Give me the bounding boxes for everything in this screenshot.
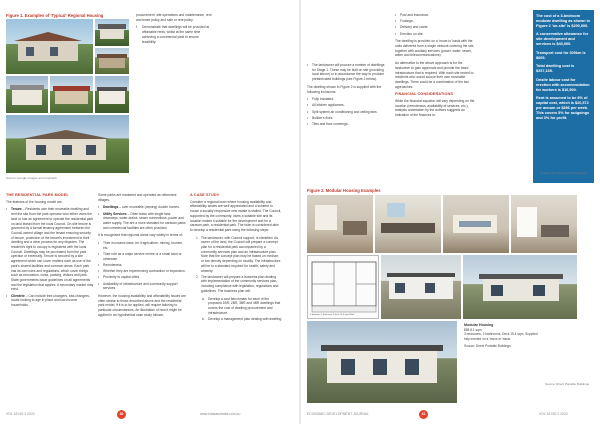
clientele-label: Clientele [11, 293, 25, 298]
left-column-2 [98, 193, 186, 320]
variation-item: • Their role as a major service centre or a small town or otherwise. [98, 252, 186, 261]
modular-exterior-photo-1 [381, 255, 461, 319]
page-number-right: 31 [419, 410, 428, 419]
sidebar-fact: Onsite labour cost for erection with accommodation for workers is $16,500. [536, 77, 590, 92]
figure1-title: Figure 1. Examples of 'Typical' Regional Housing [6, 13, 104, 18]
case-step [196, 236, 282, 274]
feature-label: Utility Services [103, 211, 127, 216]
inclusion-item: • Split system air conditioning and ceiling fans. [307, 110, 385, 115]
right-col-p1: The dwelling is provided on a 'move-in' basis with the units delivered from a single network covering the site, together with ancillary services (power, water, sewer, water and telecommunications). [395, 39, 475, 58]
case-substep-label: a. [202, 296, 205, 301]
house-photo-2 [95, 19, 129, 46]
feature-item [98, 205, 186, 210]
intro-text: The features of the housing model are: [6, 199, 63, 204]
modular-interior-photo-3 [443, 195, 509, 253]
section-heading-residential-park: THE RESIDENTIAL PARK MODEL [6, 193, 69, 197]
inclusions-intro: The dwelling shown in Figure 2 is supplied with the following inclusions: [307, 84, 382, 94]
inclusion-item: • Tiles and floor coverings. [307, 122, 385, 127]
regional-variation-list [98, 241, 186, 291]
variation-item: • Whether they are experiencing contraction or expansion. [98, 269, 186, 274]
item-f-text: Demonstrate that dwellings will be provided at affordable rents, whilst at the same time achieving a commercial yield to ensure feasibility. [142, 25, 210, 44]
cost-item: • Footings. [395, 19, 477, 24]
col2-p2: It is recognised that regional areas vary widely in terms of: [98, 233, 183, 238]
inclusion-item: • Fully insulated. [307, 97, 385, 102]
right-column-a [307, 63, 385, 130]
case-substep [202, 297, 282, 316]
figure2-caption: Source: Direct Portable Buildings [545, 382, 590, 386]
clientele-item [6, 294, 94, 308]
left-column-3-top [136, 13, 212, 44]
sidebar-fact: Total dwelling cost is $257,165. [536, 64, 575, 74]
house-photo-1 [6, 19, 93, 74]
tenure-label: Tenure [11, 207, 22, 212]
case-step-text: The landowner will prepare a business plan dealing with implementation of the community services plan, including compliance with legislation, regulations and guidelines. The business plan will: [201, 274, 279, 293]
case-study-intro: Consider a regional town where housing availability and affordability issues are well appreciated and a scheme to house a socially responsive new estate is stalled. The Council, supported by the community, owns a suitable site and its location makes it suitable for the development and for a caravan park, a residential park. The town is considered able to develop a residential park using the following steps: [190, 199, 282, 232]
house-photo-5 [50, 76, 93, 113]
cost-item: • Erection on site. [395, 32, 477, 37]
inclusions-list [307, 97, 385, 127]
modular-interior-photo-4 [511, 195, 577, 253]
modular-info-price: $88 8.1 sqm [464, 328, 482, 332]
variation-item: • Their economic base, be it agriculture, mining, tourism, etc. [98, 241, 186, 250]
financial-heading: FINANCIAL CONSIDERATIONS [395, 92, 453, 97]
case-substep-text: Develop a management plan dealing with dwelling [208, 316, 282, 321]
case-step-number: 1 [196, 235, 198, 240]
case-substep-text: Develop a cost benchmark for each of the proposed 1BR, 2BR, 3BR and 4BR dwellings that covers the cost of dwelling procurement and infrastructure. [208, 296, 281, 315]
clientele-text: – Can include tree-changers, sea-changers, locals looking to age in place and low-income households. [11, 293, 90, 307]
col3-top-text: procurement, site operations and maintenance, rent and lease policy and sale or rent policy. [136, 13, 212, 22]
cost-items-list [395, 13, 477, 36]
floor-plan-label: 3 bedroom 2 bathroom 1 deck 15.4 sqm 88m² [310, 314, 355, 317]
sidebar-fact: Transport cost for 300km is $665. [536, 50, 586, 60]
house-photo-6 [95, 76, 129, 113]
item-f-label: f. [136, 25, 138, 30]
modular-info-source: Source: Direct Portable Buildings [464, 344, 511, 349]
procure-dwellings-item: • The landowner will procure a number of dwellings for Stage 1. These may be built on site (providing local labour) or in accordance the way to produce prefabricated buildings (see Figure 2 below). [307, 63, 385, 82]
variation-item: • Proximity to capital cities. [98, 275, 186, 280]
modular-housing-info [464, 323, 542, 349]
figure2-title: Figure 2. Modular Housing Examples [307, 188, 381, 193]
cost-item: • Delivery and crane. [395, 25, 477, 30]
footer-url: www.edasaustralia.com.au [200, 412, 241, 416]
feature-label: Dwellings [103, 205, 119, 210]
footer-journal-title: ECONOMIC DEVELOPMENT JOURNAL [307, 412, 369, 416]
sidebar-source: Source: 2E Commercial Associates [540, 171, 587, 175]
modular-exterior-photo-2 [463, 255, 577, 319]
left-column-1 [6, 193, 94, 311]
feature-text: – Often basic with single lane driveways, water drains, sewer connections, power and water supply. The are a more standard for caravan parks and commercial facilities are often provided. [103, 211, 186, 230]
case-step-number: 2 [196, 274, 198, 279]
case-step-text: The landowner, with Council support, is identified. As owner of the land, the Council will prepare a concept plan for a residential park accompanied by a community services plan and an infrastructure plan. Note that the concept plan may be based on medium or low density depending on locality. The infrastructure will be to a standard required for health, safety and amenity. [201, 235, 281, 273]
right-col-p2: An alternative to the above approach is for the landowner to gain approvals and provide the basic infrastructure that is required. With each site rented to residents who would source their own moveable dwellings. There could be a combination of the two approaches. [395, 61, 474, 89]
inclusion-item: • All kitchen appliances. [307, 103, 385, 108]
col2-p1: Some parks are marketed and operated as retirement villages. [98, 193, 177, 202]
case-study-steps [196, 236, 282, 294]
item-f [136, 25, 212, 44]
variation-item: • Remoteness. [98, 263, 186, 268]
case-substep-label: b. [202, 316, 205, 321]
tenure-item [6, 207, 94, 292]
cost-sidebar [533, 10, 594, 183]
variation-item: • Availability of infrastructure and community support services. [98, 282, 186, 291]
cost-item: • Post and insurance. [395, 13, 477, 18]
business-plan-substeps [202, 297, 282, 322]
feature-text: – over moveable (owning) double homes. [118, 205, 180, 210]
right-column-b [395, 13, 477, 121]
case-substep [202, 317, 282, 322]
sidebar-fact: A conservative allowance for site development and services is $40,000. [536, 32, 589, 46]
col2-p3: However, the housing availability and affordability issues are often similar to those described above and the residential park model, if it is to be applied, will require tailoring to particular circumstances. An illustration of how it might be applied in an hypothetical case study follows. [98, 293, 186, 317]
feature-item [98, 212, 186, 231]
financial-text: While the financial equation will vary depending on the location (remoteness, availability of services, etc.), analysis undertaken by the authors suggests an indication of the finances is: [395, 99, 475, 118]
left-column-3 [190, 193, 282, 325]
modular-info-title: Modular Housing [464, 323, 494, 327]
floor-plan [307, 255, 379, 319]
tenure-text: – Residents own their moveable dwelling and rent the site from the park operator who either owns the land or has an agreement to operate the residential park on land leased from the local Council. On-site tenure is governed by a formal tenancy agreement between the Council-owned village and the tenant ensuring security of tenure, protection of the tenant's investment in their dwelling and a clear process for any disputes. The resident's right to occupy is registered with the local Council. Dwellings may be purchased from the park operator or externally. Tenure is secured by a site agreement which can cover matters such as use of the park's shared facilities and common areas. Each park has its own rules and regulations, which cover things such as renovation, noise, parking, visitors and pets. State governments issue guidelines on all agreements and the legislation that applies. A secondary market may exist. [11, 207, 94, 292]
page-number-left: 30 [117, 410, 126, 419]
dwelling-features-list [98, 205, 186, 230]
modular-interior-photo-1 [307, 195, 373, 253]
figure1-caption: Source: Google Images and Unsplash [6, 176, 57, 180]
modular-interior-photo-2 [375, 195, 441, 253]
house-photo-7 [6, 115, 129, 173]
left-page [0, 0, 299, 424]
case-study-heading: A CASE STUDY [190, 193, 220, 197]
modular-info-details: 3 bedrooms, 2 bathrooms, Deck 15.4 sqm. Supplied fully erected on a 'move-in' basis. [464, 332, 538, 341]
sidebar-fact: The cost of a 3-bedroom modular dwelling as shown in Figure 2 'on-site' is $200,000. [536, 14, 591, 28]
house-photo-3 [95, 48, 129, 74]
modular-exterior-photo-3 [307, 321, 457, 403]
sidebar-fact: Rent is assumed to be 8% of capital cost, which is $20,572 per annum or $396 per week. This covers 5% for outgoings and 3% for profit. [536, 96, 590, 120]
case-step [196, 275, 282, 294]
inclusion-item: • Builder's fixes. [307, 116, 385, 121]
footer-volume-left: VOL 18 NO 2 2022 [6, 412, 35, 416]
house-photo-4 [6, 76, 48, 113]
footer-volume-right: VOL 18 NO 2 2022 [539, 412, 568, 416]
